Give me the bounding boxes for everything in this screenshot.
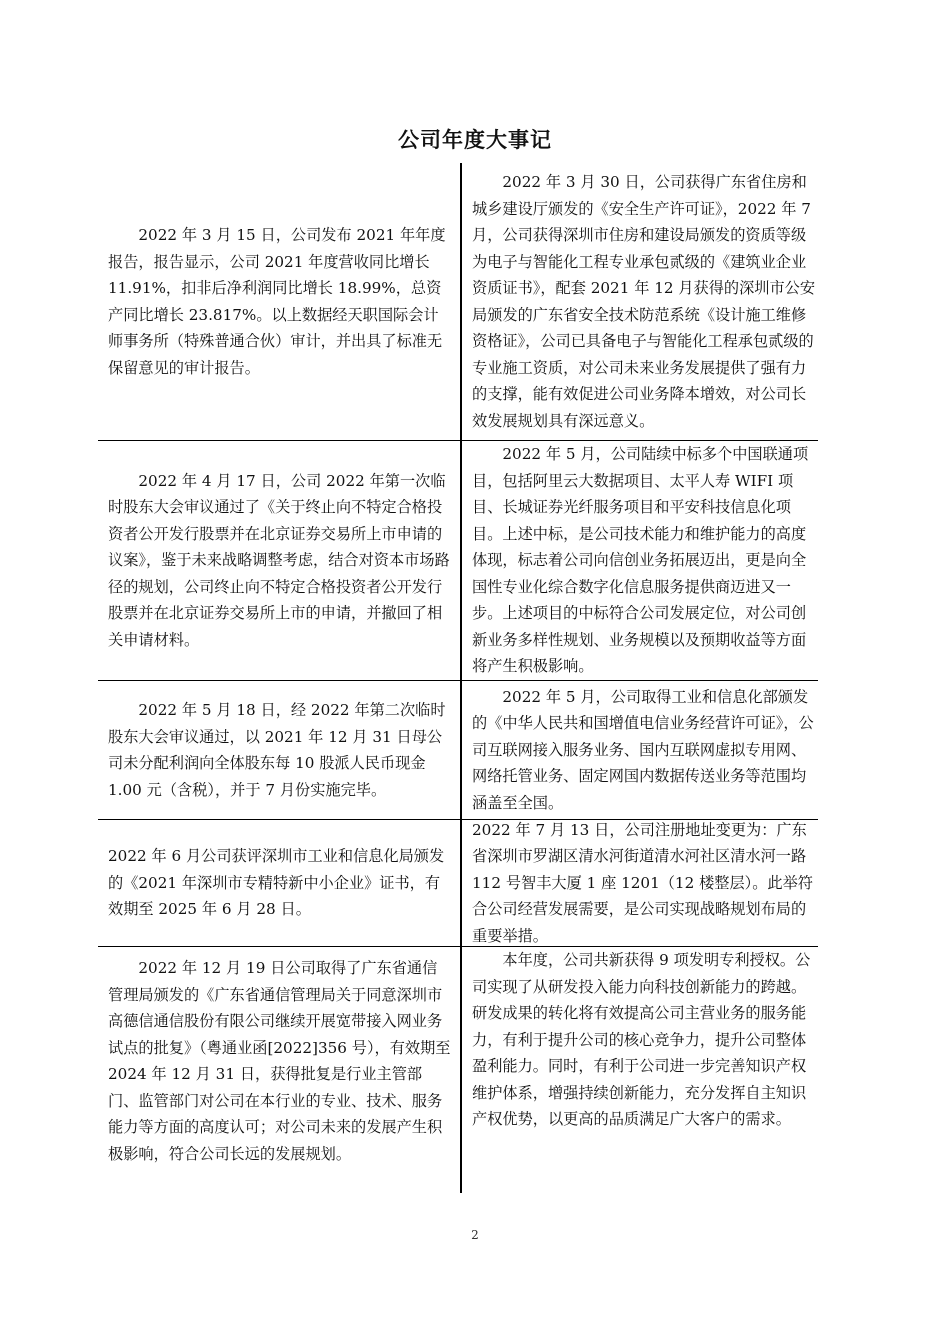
event-cell-left (108, 820, 452, 946)
event-text: 2022 年 3 月 15 日，公司发布 2021 年年度报告，报告显示，公司 2021 年度营收同比增长 11.91%，扣非后净利润同比增长 18.99%，总资产同比增长 23.817%。以上数据经天职国际会计师事务所（特殊普通合伙）审计，并出具了标准无保留意见的审计报告。 (108, 226, 446, 377)
event-cell-right (472, 820, 818, 946)
event-cell-right (472, 681, 818, 819)
event-text: 2022 年 5 月，公司取得工业和信息化部颁发的《中华人民共和国增值电信业务经营许可证》，公司互联网接入服务业务、国内互联网虚拟专用网、网络托管业务、固定网国内数据传送业务等范围均涵盖至全国。 (472, 687, 814, 812)
event-text: 2022 年 5 月，公司陆续中标多个中国联通项目，包括阿里云大数据项目、太平人寿 WIFI 项目、长城证券光纤服务项目和平安科技信息化项目。上述中标，是公司技术能力和维护能力的高度体现，标志着公司向信创业务拓展迈出，更是向全国性专业化综合数字化信息服务提供商迈进又一步。上述项目的中标符合公司发展定位，对公司创新业务多样性规划、业务规模以及预期收益等方面将产生积极影响。 (472, 445, 809, 676)
event-cell-left (108, 441, 452, 680)
event-cell-left (108, 681, 452, 819)
event-text: 2022 年 12 月 19 日公司取得了广东省通信管理局颁发的《广东省通信管理局关于同意深圳市高德信通信股份有限公司继续开展宽带接入网业务试点的批复》（粤通业函[2022]356 号），有效期至 2024 年 12 月 31 日，获得批复是行业主管部门、监管部门对公司在本行业的专业、技术、服务能力等方面的高度认可；对公司未来的发展产生积极影响，符合公司长远的发展规划。 (108, 959, 451, 1163)
column-divider (460, 163, 462, 1193)
event-text: 2022 年 3 月 30 日，公司获得广东省住房和城乡建设厅颁发的《安全生产许可证》，2022 年 7 月，公司获得深圳市住房和建设局颁发的资质等级为电子与智能化工程专业承包贰级的《建筑业企业资质证书》，配套 2021 年 12 月获得的深圳市公安局颁发的广东省安全技术防范系统《设计施工维修资格证》，公司已具备电子与智能化工程承包贰级的专业施工资质，对公司未来业务发展提供了强有力的支撑，能有效促进公司业务降本增效，对公司长效发展规划具有深远意义。 (472, 173, 816, 430)
event-cell-right (472, 947, 818, 1192)
page-number: 2 (471, 1228, 479, 1242)
event-cell-right (472, 441, 818, 680)
event-text: 2022 年 4 月 17 日，公司 2022 年第一次临时股东大会审议通过了《关于终止向不特定合格投资者公开发行股票并在北京证券交易所上市申请的议案》，鉴于未来战略调整考虑，结合对资本市场路径的规划，公司终止向不特定合格投资者公开发行股票并在北京证券交易所上市的申请，并撤回了相关申请材料。 (108, 471, 450, 649)
event-text: 本年度，公司共新获得 9 项发明专利授权。公司实现了从研发投入能力向科技创新能力的跨越。研发成果的转化将有效提高公司主营业务的服务能力，有利于提升公司的核心竞争力，提升公司整体盈利能力。同时，有利于公司进一步完善知识产权维护体系，增强持续创新能力，充分发挥自主知识产权优势，以更高的品质满足广大客户的需求。 (472, 951, 811, 1128)
event-text: 2022 年 5 月 18 日，经 2022 年第二次临时股东大会审议通过，以 2021 年 12 月 31 日母公司未分配利润向全体股东每 10 股派人民币现金 1.00 元（含税），并于 7 月份实施完毕。 (108, 701, 446, 799)
page-title: 公司年度大事记 (398, 128, 552, 152)
event-cell-left (108, 947, 452, 1200)
event-text: 2022 年 6 月公司获评深圳市工业和信息化局颁发的《2021 年深圳市专精特新中小企业》证书，有效期至 2025 年 6 月 28 日。 (108, 847, 445, 919)
event-cell-right (472, 163, 818, 440)
event-text: 2022 年 7 月 13 日，公司注册地址变更为：广东省深圳市罗湖区清水河街道清水河社区清水河一路 112 号智丰大厦 1 座 1201（12 楼整层）。此举符合公司经营发展需要，是公司实现战略规划布局的重要举措。 (472, 820, 813, 945)
event-cell-left (108, 163, 452, 440)
